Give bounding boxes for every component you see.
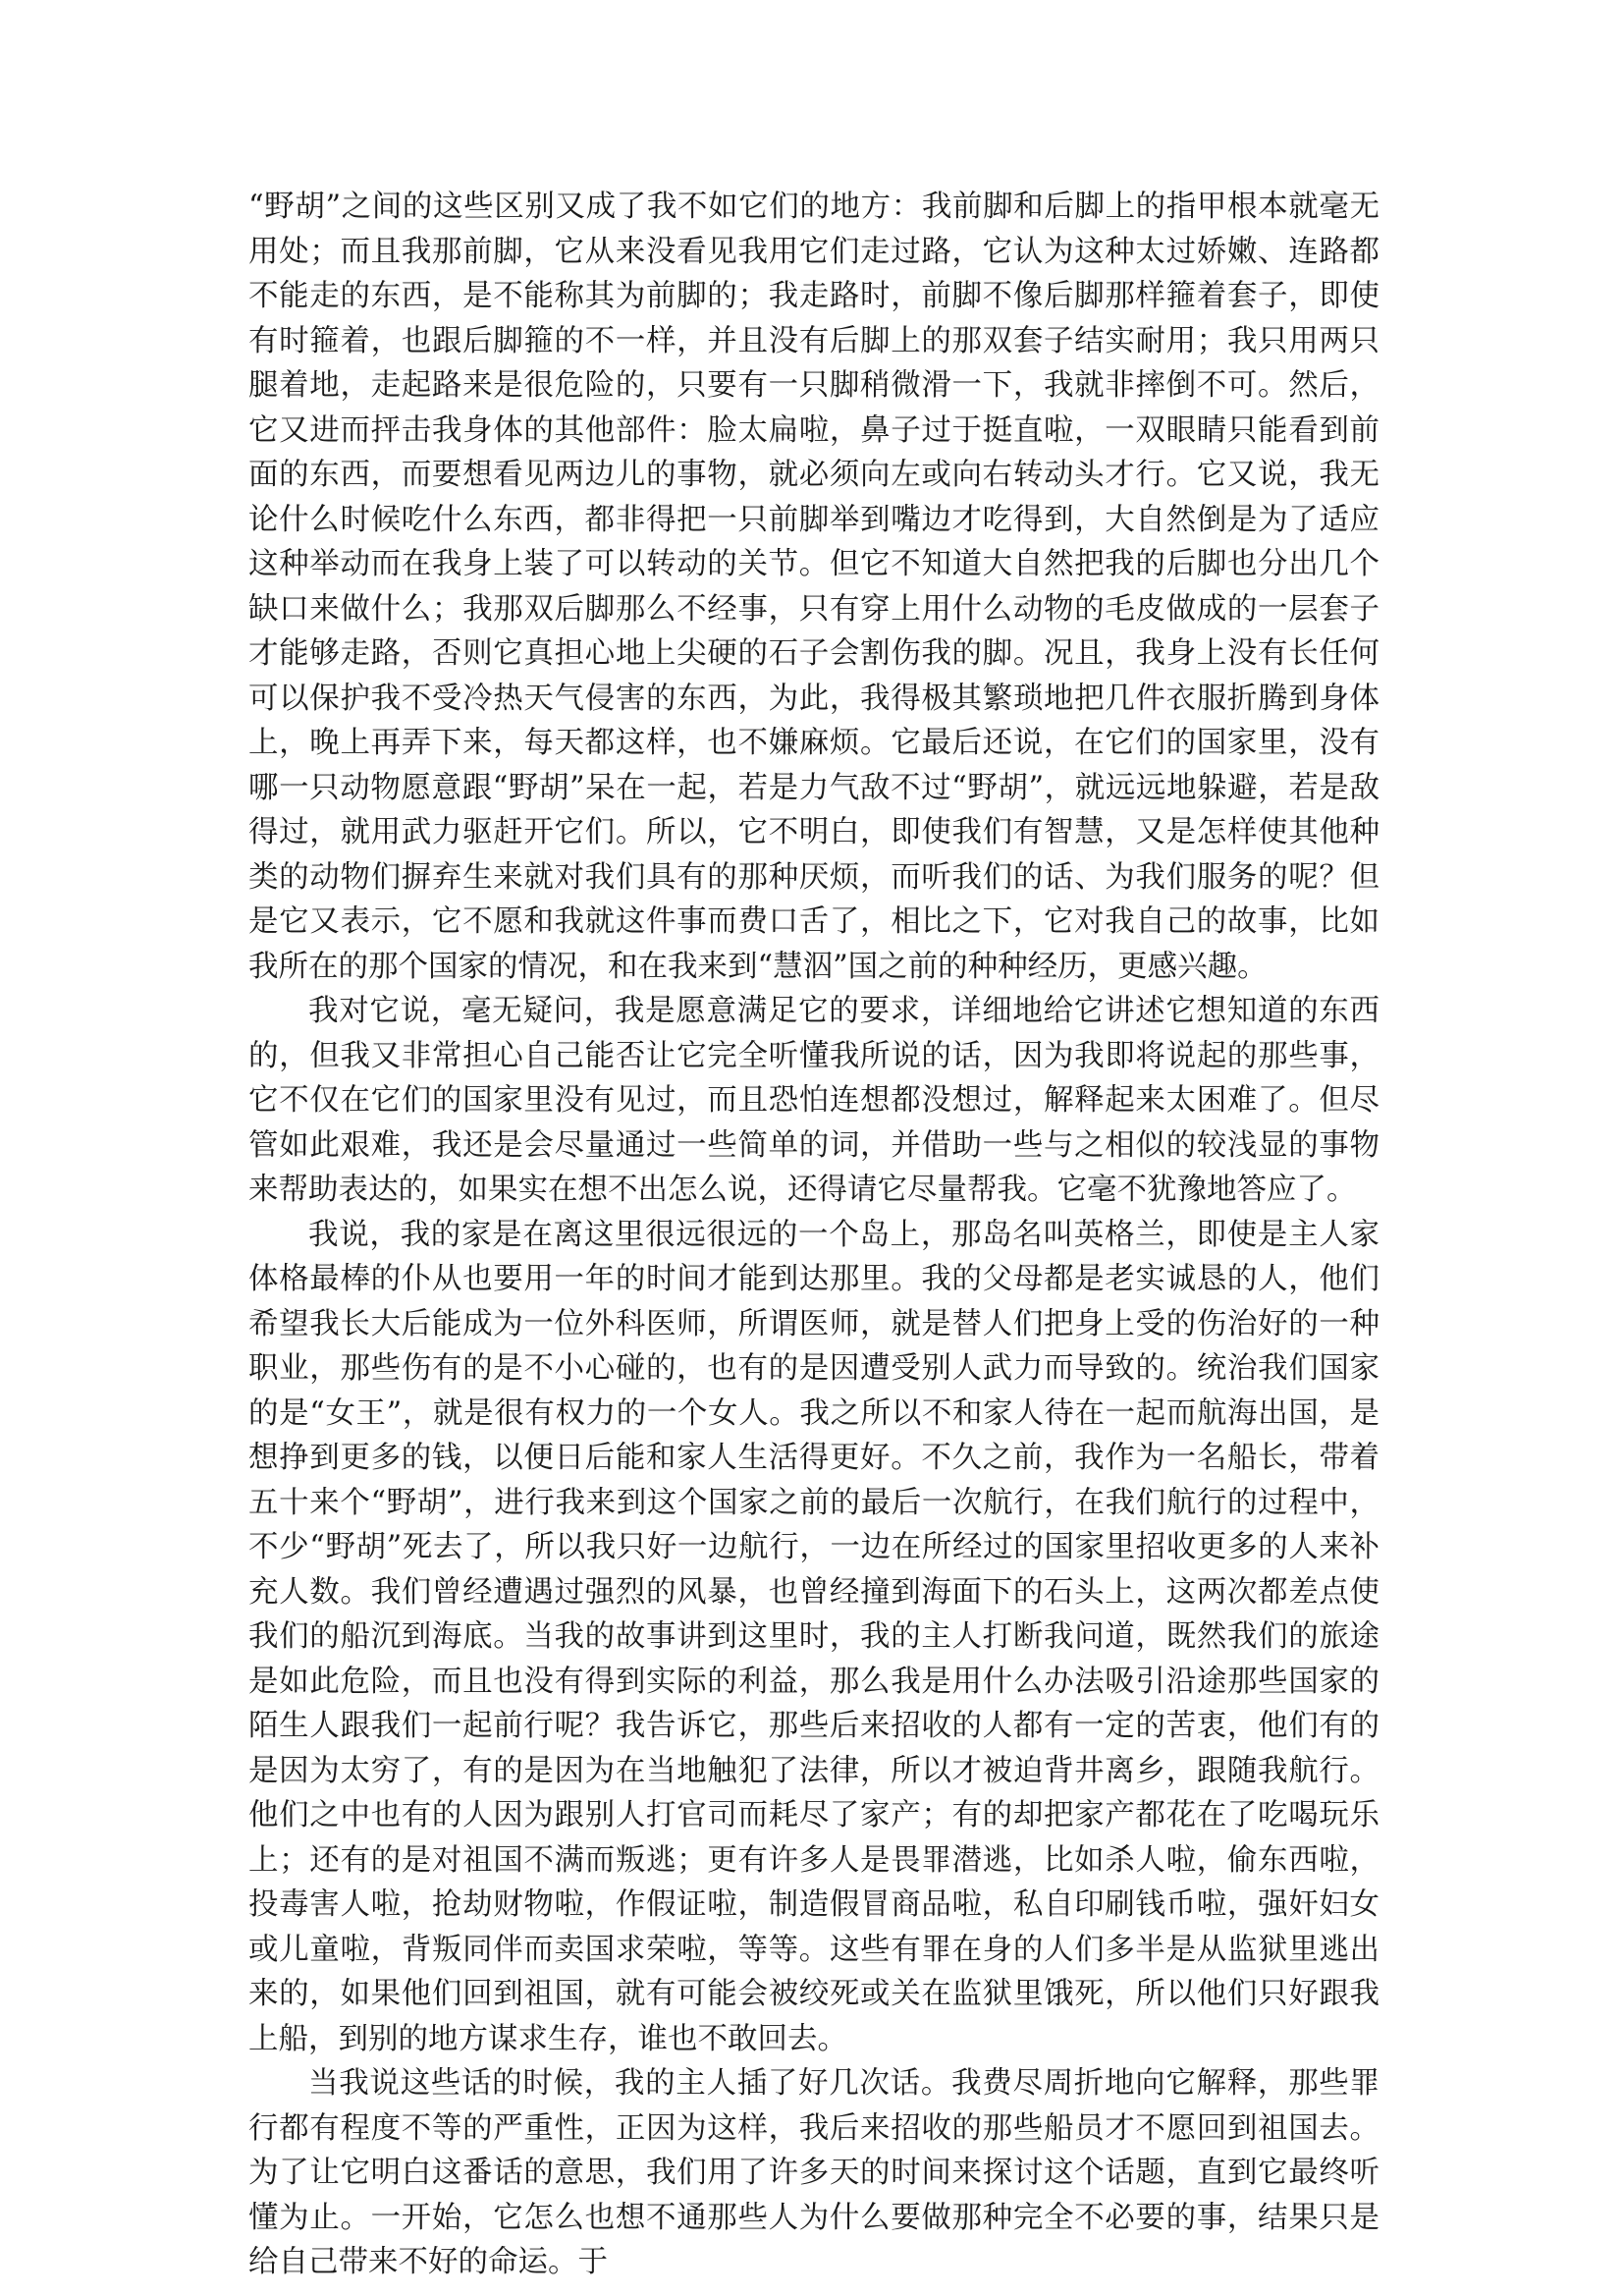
paragraph: 当我说这些话的时候，我的主人插了好几次话。我费尽周折地向它解释，那些罪行都有程度不等的严重性，正因为这样，我后来招收的那些船员才不愿回到祖国去。为了让它明白这番话的意思，我们用了许多天的时间来探讨这个话题，直到它最终听懂为止。一开始，它怎么也想不通那些人为什么要做那种完全不必要的事，结果只是给自己带来不好的命运。于 xyxy=(248,2066,1380,2279)
document-body xyxy=(248,185,1380,2285)
paragraph-continued: “野胡”之间的这些区别又成了我不如它们的地方：我前脚和后脚上的指甲根本就毫无用处；而且我那前脚，它从来没看见我用它们走过路，它认为这种太过娇嫩、连路都不能走的东西，是不能称其为前脚的；我走路时，前脚不像后脚那样箍着套子，即使有时箍着，也跟后脚箍的不一样，并且没有后脚上的那双套子结实耐用；我只用两只腿着地，走起路来是很危险的，只要有一只脚稍微滑一下，我就非摔倒不可。然后，它又进而抨击我身体的其他部件：脸太扁啦，鼻子过于挺直啦，一双眼睛只能看到前面的东西，而要想看见两边儿的事物，就必须向左或向右转动头才行。它又说，我无论什么时候吃什么东西，都非得把一只前脚举到嘴边才吃得到，大自然倒是为了适应这种举动而在我身上装了可以转动的关节。但它不知道大自然把我的后脚也分出几个缺口来做什么；我那双后脚那么不经事，只有穿上用什么动物的毛皮做成的一层套子才能够走路，否则它真担心地上尖硬的石子会割伤我的脚。况且，我身上没有长任何可以保护我不受冷热天气侵害的东西，为此，我得极其繁琐地把几件衣服折腾到身体上，晚上再弄下来，每天都这样，也不嫌麻烦。它最后还说，在它们的国家里，没有哪一只动物愿意跟“野胡”呆在一起，若是力气敌不过“野胡”，就远远地躲避，若是敌得过，就用武力驱赶开它们。所以，它不明白，即使我们有智慧，又是怎样使其他种类的动物们摒弃生来就对我们具有的那种厌烦，而听我们的话、为我们服务的呢？但是它又表示，它不愿和我就这件事而费口舌了，相比之下，它对我自己的故事，比如我所在的那个国家的情况，和在我来到“慧泅”国之前的种种经历，更感兴趣。 xyxy=(248,190,1380,984)
paragraph: 我对它说，毫无疑问，我是愿意满足它的要求，详细地给它讲述它想知道的东西的，但我又非常担心自己能否让它完全听懂我所说的话，因为我即将说起的那些事，它不仅在它们的国家里没有见过，而且恐怕连想都没想过，解释起来太困难了。但尽管如此艰难，我还是会尽量通过一些简单的词，并借助一些与之相似的较浅显的事物来帮助表达的，如果实在想不出怎么说，还得请它尽量帮我。它毫不犹豫地答应了。 xyxy=(248,994,1380,1207)
paragraph: 我说，我的家是在离这里很远很远的一个岛上，那岛名叫英格兰，即使是主人家体格最棒的仆从也要用一年的时间才能到达那里。我的父母都是老实诚恳的人，他们希望我长大后能成为一位外科医师，所谓医师，就是替人们把身上受的伤治好的一种职业，那些伤有的是不小心碰的，也有的是因遭受别人武力而导致的。统治我们国家的是“女王”，就是很有权力的一个女人。我之所以不和家人待在一起而航海出国，是想挣到更多的钱，以便日后能和家人生活得更好。不久之前，我作为一名船长，带着五十来个“野胡”，进行我来到这个国家之前的最后一次航行，在我们航行的过程中，不少“野胡”死去了，所以我只好一边航行，一边在所经过的国家里招收更多的人来补充人数。我们曾经遭遇过强烈的风暴，也曾经撞到海面下的石头上，这两次都差点使我们的船沉到海底。当我的故事讲到这里时，我的主人打断我问道，既然我们的旅途是如此危险，而且也没有得到实际的利益，那么我是用什么办法吸引沿途那些国家的陌生人跟我们一起前行呢？我告诉它，那些后来招收的人都有一定的苦衷，他们有的是因为太穷了，有的是因为在当地触犯了法律，所以才被迫背井离乡，跟随我航行。他们之中也有的人因为跟别人打官司而耗尽了家产；有的却把家产都花在了吃喝玩乐上；还有的是对祖国不满而叛逃；更有许多人是畏罪潜逃，比如杀人啦，偷东西啦，投毒害人啦，抢劫财物啦，作假证啦，制造假冒商品啦，私自印刷钱币啦，强奸妇女或儿童啦，背叛同伴而卖国求荣啦，等等。这些有罪在身的人们多半是从监狱里逃出来的，如果他们回到祖国，就有可能会被绞死或关在监狱里饿死，所以他们只好跟我上船，到别的地方谋求生存，谁也不敢回去。 xyxy=(248,1217,1380,2056)
